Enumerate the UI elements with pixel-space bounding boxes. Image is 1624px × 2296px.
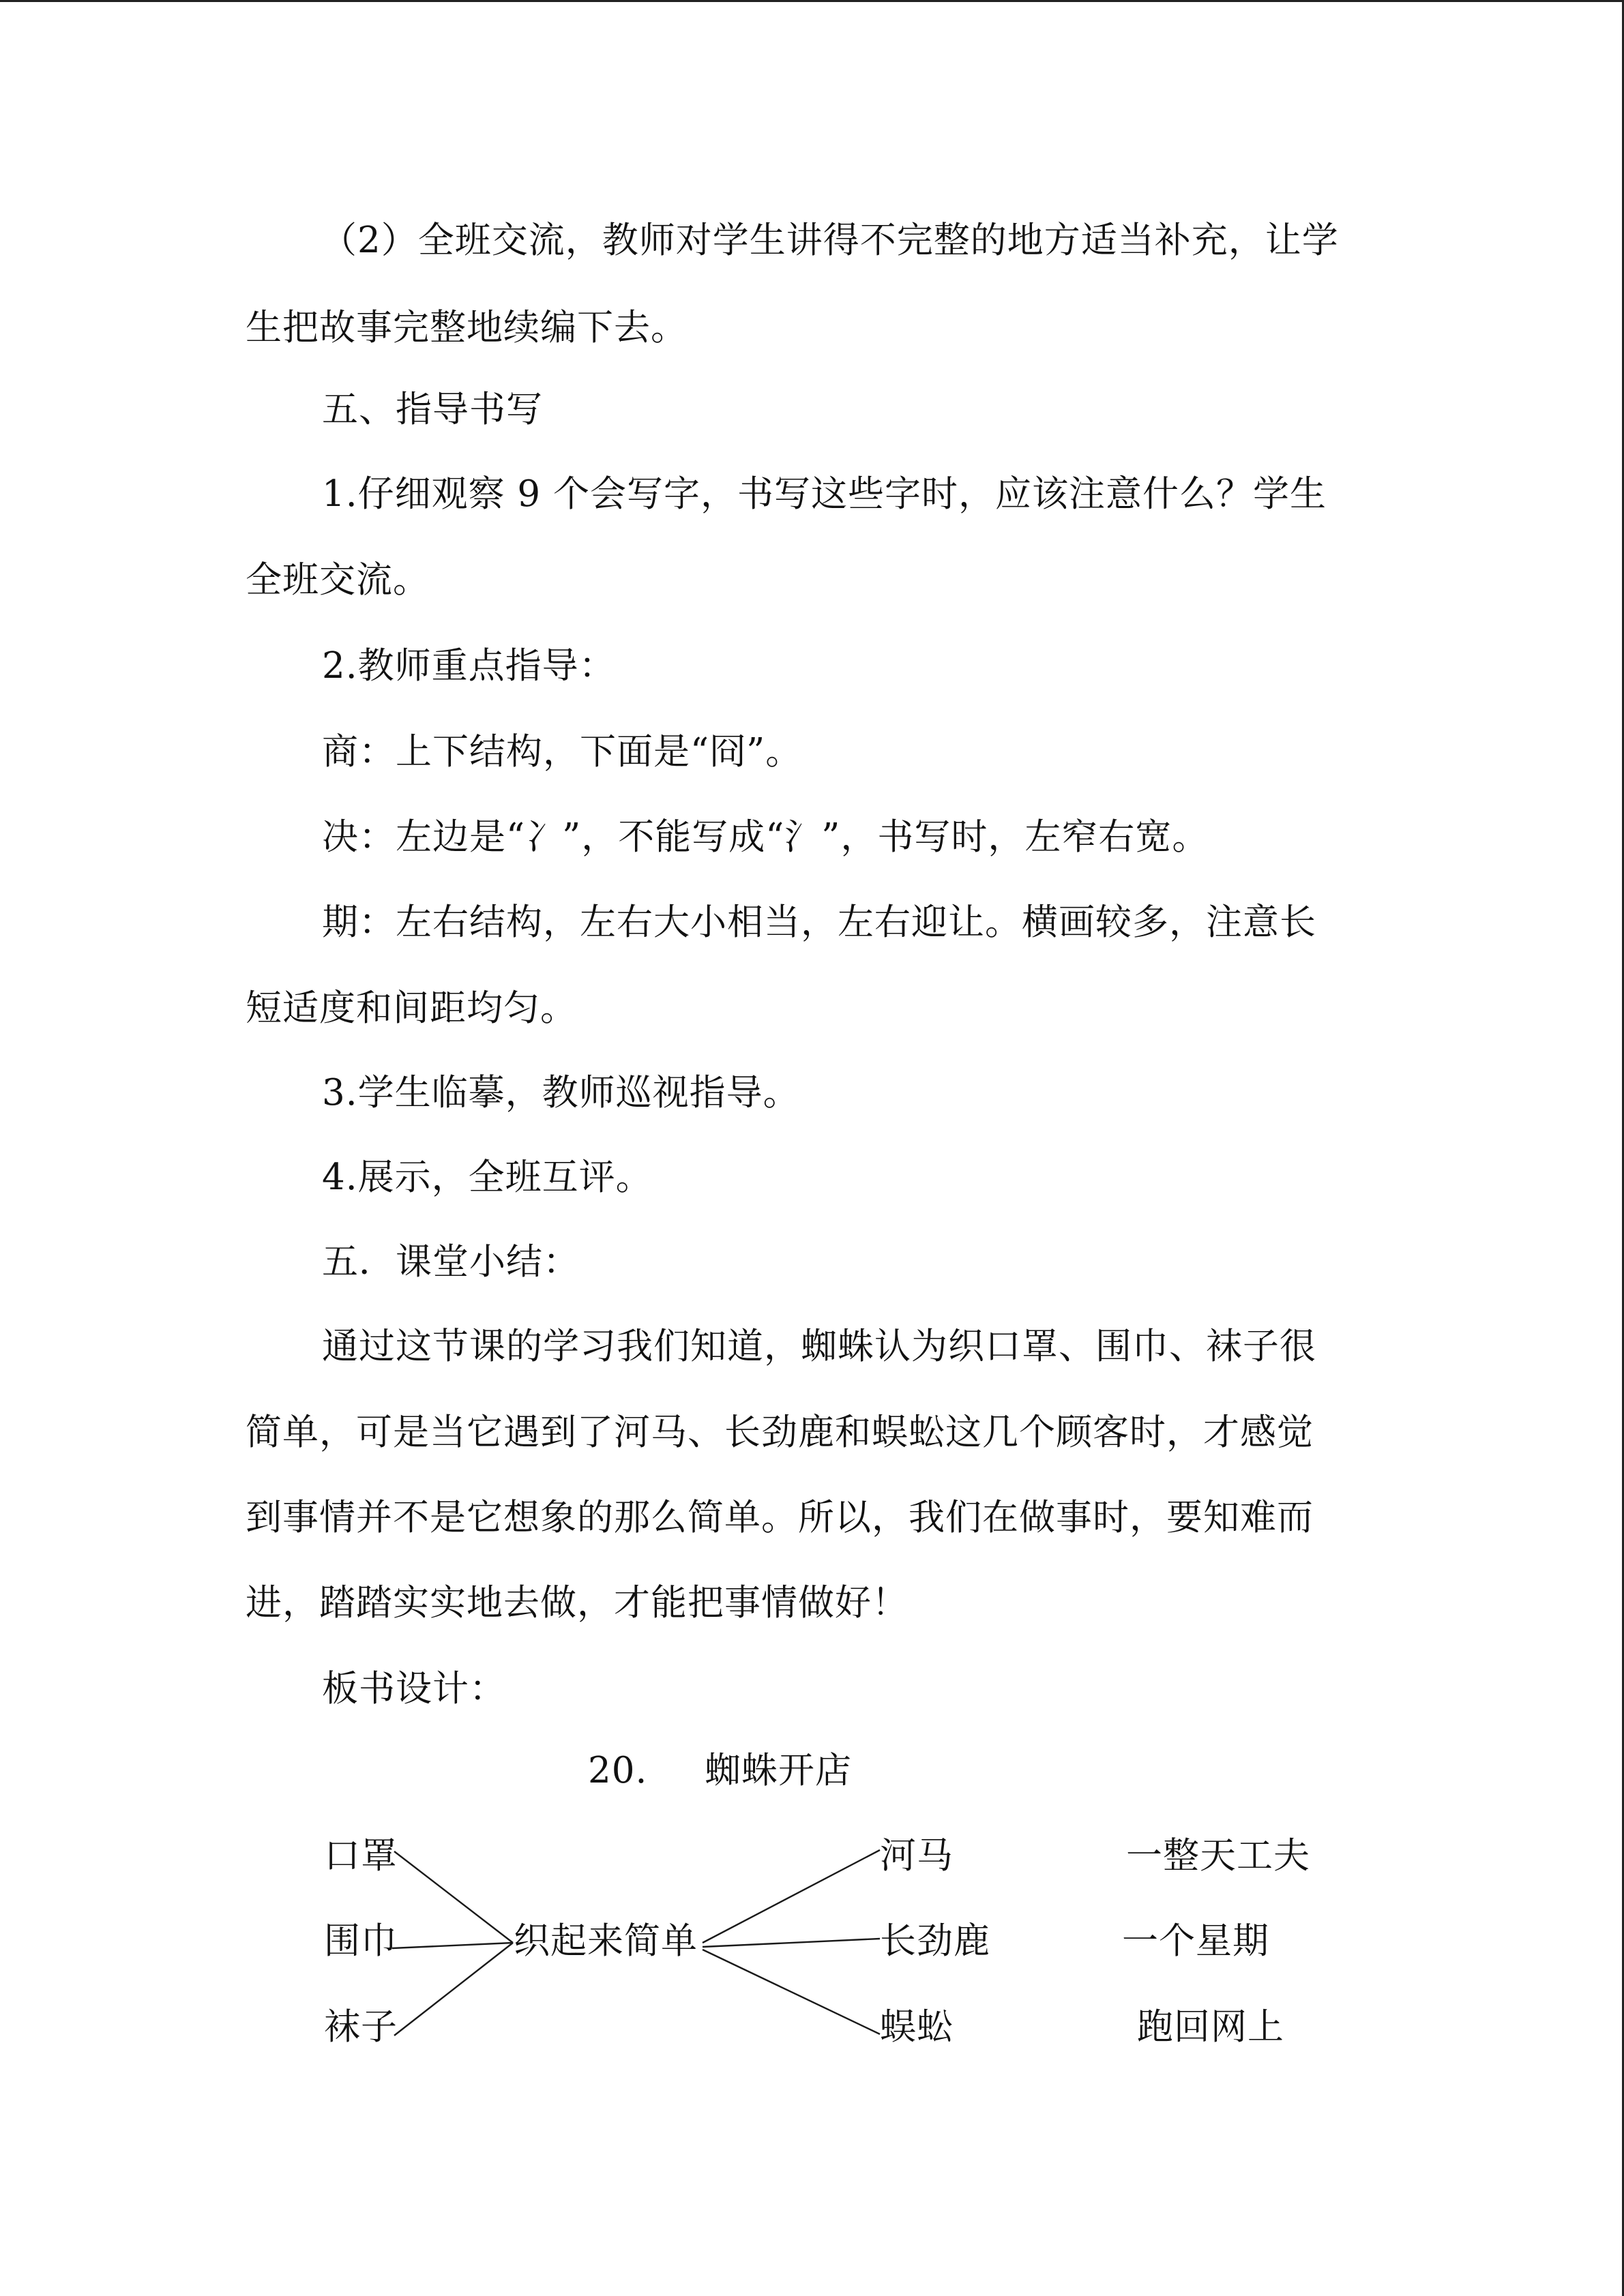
board-center-easy-to-weave: 织起来简单 — [514, 1920, 698, 1962]
step-4: 4.展示，全班互评。 — [322, 1157, 653, 1198]
board-item-socks: 袜子 — [324, 2006, 398, 2048]
summary-line-1: 通过这节课的学习我们知道，蜘蛛认为织口罩、围巾、袜子很 — [322, 1326, 1316, 1367]
summary-line-2: 简单，可是当它遇到了河马、长劲鹿和蜈蚣这几个顾客时，才感觉 — [246, 1412, 1314, 1453]
connector-scarf-to-center — [392, 1943, 513, 1948]
board-customer-hippo: 河马 — [880, 1835, 954, 1877]
step-2: 2.教师重点指导： — [322, 645, 616, 687]
board-result-ran-back: 跑回网上 — [1137, 2006, 1284, 2048]
char-note-jue: 决：左边是“冫”，不能写成“氵”，书写时，左窄右宽。 — [322, 816, 1209, 858]
board-customer-giraffe: 长劲鹿 — [880, 1920, 990, 1962]
summary-line-4: 进，踏踏实实地去做，才能把事情做好！ — [246, 1582, 909, 1624]
connector-socks-to-center — [394, 1943, 513, 2036]
connector-center-to-giraffe — [703, 1939, 880, 1947]
paragraph-discussion-line-1: （2）全班交流，教师对学生讲得不完整的地方适当补充，让学 — [321, 220, 1339, 261]
char-note-qi-line-2: 短适度和间距均匀。 — [246, 987, 577, 1029]
connector-center-to-hippo — [703, 1850, 880, 1943]
board-design-label: 板书设计： — [322, 1668, 506, 1710]
board-item-mask: 口罩 — [324, 1835, 398, 1877]
board-result-one-week: 一个星期 — [1122, 1920, 1269, 1962]
summary-line-3: 到事情并不是它想象的那么简单。所以，我们在做事时，要知难而 — [246, 1497, 1314, 1538]
step-3: 3.学生临摹，教师巡视指导。 — [322, 1072, 800, 1114]
heading-writing-guidance: 五、指导书写 — [322, 389, 543, 430]
connector-mask-to-center — [394, 1851, 513, 1943]
board-item-scarf: 围巾 — [324, 1920, 398, 1962]
step-1-line-1: 1.仔细观察 9 个会写字，书写这些字时，应该注意什么？学生 — [322, 473, 1327, 515]
connector-center-to-centipede — [703, 1950, 880, 2034]
char-note-shang: 商：上下结构，下面是“冏”。 — [322, 731, 803, 773]
board-customer-centipede: 蜈蚣 — [880, 2006, 954, 2048]
board-result-whole-day: 一整天工夫 — [1126, 1835, 1310, 1877]
board-lesson-number: 20. — [588, 1750, 648, 1791]
board-lesson-title: 蜘蛛开店 — [705, 1750, 852, 1791]
step-1-line-2: 全班交流。 — [246, 559, 430, 601]
paragraph-discussion-line-2: 生把故事完整地续编下去。 — [246, 307, 688, 348]
char-note-qi-line-1: 期：左右结构，左右大小相当，左右迎让。横画较多，注意长 — [322, 901, 1316, 943]
heading-class-summary: 五．课堂小结： — [322, 1241, 580, 1283]
